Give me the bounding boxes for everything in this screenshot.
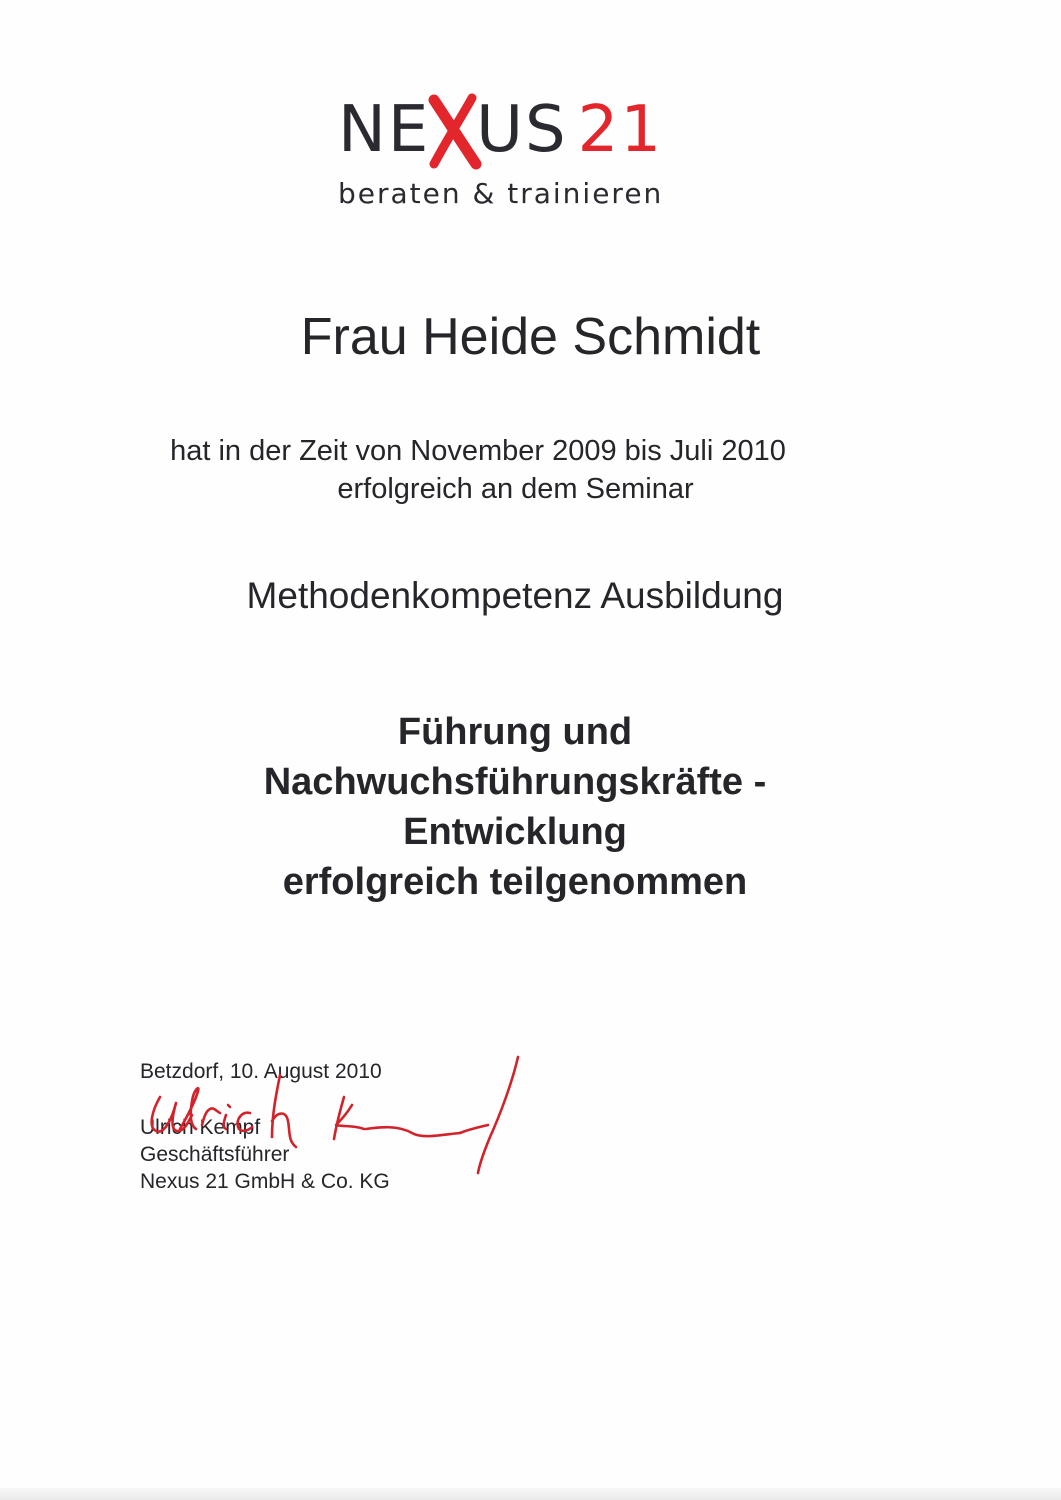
period-line-2: erfolgreich an dem Seminar [337, 473, 694, 505]
handwritten-signature [140, 1055, 540, 1185]
logo-x-letter [430, 98, 476, 162]
recipient-name: Frau Heide Schmidt [300, 308, 761, 366]
period-line-1: hat in der Zeit von November 2009 bis Juli 2010 [170, 435, 786, 467]
signer-company: Nexus 21 GmbH & Co. KG [140, 1170, 390, 1193]
place-date: Betzdorf, 10. August 2010 [140, 1060, 382, 1083]
course-line-3: Entwicklung [403, 811, 627, 853]
course-line-2: Nachwuchsführungskräfte - [263, 761, 767, 803]
course-line-1: Führung und [397, 711, 633, 753]
seminar-title: Methodenkompetenz Ausbildung [246, 575, 784, 616]
period-text [0, 432, 956, 508]
course-title [0, 707, 1030, 907]
logo-text-pre: NE [338, 93, 431, 167]
scan-bottom-edge [0, 1488, 1061, 1500]
course-line-4: erfolgreich teilgenommen [282, 861, 748, 903]
logo-number: 21 [577, 93, 664, 167]
logo-text-post: US [476, 93, 568, 167]
red-x-mark-icon [426, 92, 482, 170]
nexus21-logo [330, 93, 710, 218]
signer-role: Geschäftsführer [140, 1143, 290, 1166]
logo-tagline: beraten & trainieren [338, 177, 664, 210]
logo-wordmark [338, 93, 664, 167]
signer-name: Ulrich Kempf [140, 1116, 261, 1139]
